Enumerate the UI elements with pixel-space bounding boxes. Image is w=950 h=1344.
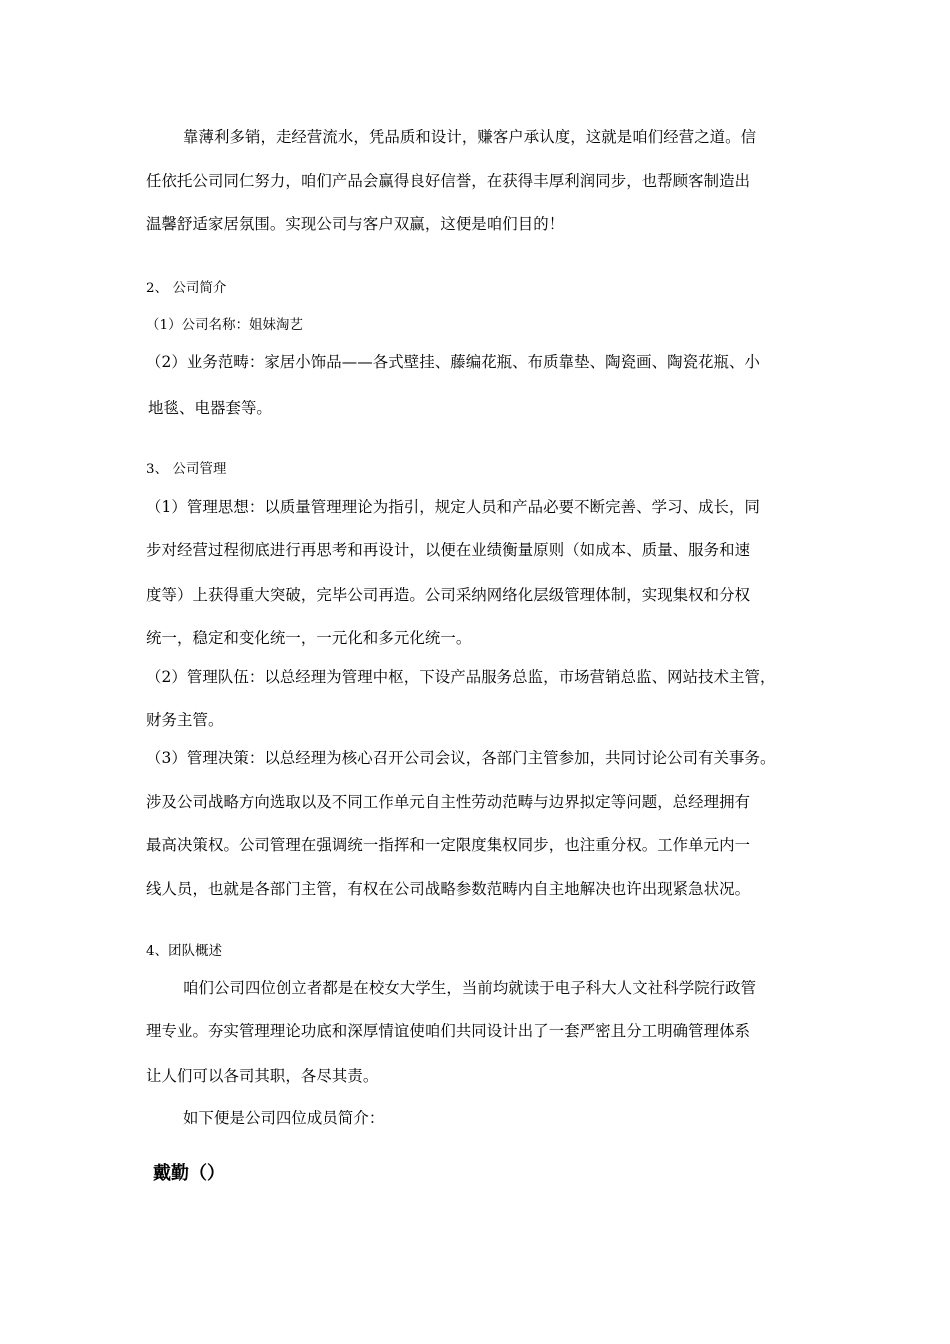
intro-line-2: 任依托公司同仁努力，咱们产品会赢得良好信誉，在获得丰厚利润同步，也帮顾客制造出 <box>146 172 751 190</box>
management-decision-line-4: 线人员，也就是各部门主管，有权在公司战略参数范畴内自主地解决也许出现紧急状况。 <box>146 880 751 898</box>
team-overview-line-3: 让人们可以各司其职，各尽其责。 <box>146 1067 379 1085</box>
intro-line-3: 温馨舒适家居氛围。实现公司与客户双赢，这便是咱们目的！ <box>146 215 565 233</box>
section-2-title: 2、 公司简介 <box>146 281 227 296</box>
management-team-line-1: （2）管理队伍：以总经理为管理中枢，下设产品服务总监，市场营销总监、网站技术主管， <box>146 668 776 686</box>
member-heading: 戴勤（） <box>153 1163 225 1184</box>
management-thought-line-4: 统一，稳定和变化统一，一元化和多元化统一。 <box>146 629 472 647</box>
team-overview-line-2: 理专业。夯实管理理论功底和深厚情谊使咱们共同设计出了一套严密且分工明确管理体系 <box>146 1022 751 1040</box>
intro-line-1: 靠薄利多销，走经营流水，凭品质和设计，赚客户承认度，这就是咱们经营之道。信 <box>183 128 757 146</box>
section-3-title: 3、 公司管理 <box>146 462 227 477</box>
team-overview-line-1: 咱们公司四位创立者都是在校女大学生，当前均就读于电子科大人文社科学院行政管 <box>183 979 757 997</box>
company-name-line: （1）公司名称：姐妹淘艺 <box>146 318 304 333</box>
management-decision-line-3: 最高决策权。公司管理在强调统一指挥和一定限度集权同步，也注重分权。工作单元内一 <box>146 836 751 854</box>
management-decision-line-1: （3）管理决策：以总经理为核心召开公司会议，各部门主管参加，共同讨论公司有关事务。 <box>146 749 776 767</box>
business-scope-line-1: （2）业务范畴：家居小饰品——各式壁挂、藤编花瓶、布质靠垫、陶瓷画、陶瓷花瓶、小 <box>146 353 761 371</box>
management-thought-line-2: 步对经营过程彻底进行再思考和再设计，以便在业绩衡量原则（如成本、质量、服务和速 <box>146 541 751 559</box>
management-team-line-2: 财务主管。 <box>146 711 224 729</box>
members-intro-line: 如下便是公司四位成员简介： <box>183 1109 385 1127</box>
section-4-title: 4、团队概述 <box>146 944 223 959</box>
business-scope-line-2: 地毯、电器套等。 <box>148 399 272 417</box>
management-thought-line-1: （1）管理思想：以质量管理理论为指引，规定人员和产品必要不断完善、学习、成长，同 <box>146 498 761 516</box>
management-thought-line-3: 度等）上获得重大突破，完毕公司再造。公司采纳网络化层级管理体制，实现集权和分权 <box>146 586 751 604</box>
management-decision-line-2: 涉及公司战略方向选取以及不同工作单元自主性劳动范畴与边界拟定等问题，总经理拥有 <box>146 793 751 811</box>
